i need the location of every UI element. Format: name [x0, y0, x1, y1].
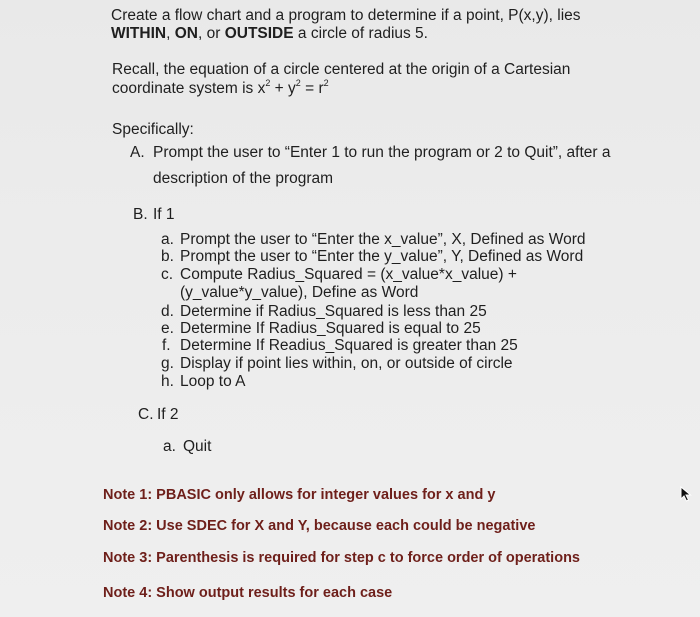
sub-step-text: Prompt the user to “Enter the y_value”, Y, Defined as Word [180, 248, 584, 265]
sub-step-text: Determine if Radius_Squared is less than 25 [180, 303, 487, 320]
sub-step-text: Loop to A [180, 373, 246, 390]
recall-line-2 [112, 77, 329, 98]
sub-step-continuation: (y_value*y_value), Define as Word [180, 284, 419, 301]
mouse-pointer-icon [680, 486, 694, 502]
sub-step-marker: f. [162, 337, 171, 354]
step-c-marker: C. [138, 406, 154, 423]
intro-line-1: Create a flow chart and a program to determine if a point, P(x,y), lies [111, 7, 581, 24]
note-2: Note 2: Use SDEC for X and Y, because each could be negative [103, 518, 536, 534]
note-4: Note 4: Show output results for each case [103, 585, 393, 601]
sub-step-marker: d. [161, 303, 174, 320]
sub-step-marker: c. [161, 266, 174, 283]
recall-line-1: Recall, the equation of a circle centered at the origin of a Cartesian [112, 61, 571, 78]
sub-step-text: Display if point lies within, on, or outside of circle [180, 355, 513, 372]
sub-step-marker: a. [161, 231, 174, 248]
sub-step-text: Prompt the user to “Enter the x_value”, X, Defined as Word [180, 231, 586, 248]
sub-step-text: Quit [183, 438, 212, 455]
sub-step-marker: h. [161, 373, 174, 390]
step-a-line-1: Prompt the user to “Enter 1 to run the program or 2 to Quit”, after a [153, 144, 611, 161]
exponent: 2 [265, 77, 271, 88]
sub-step-marker: e. [161, 320, 174, 337]
sub-step-marker: g. [161, 355, 174, 372]
step-a-line-2: description of the program [153, 170, 334, 187]
sub-step-text: Compute Radius_Squared = (x_value*x_value) + [180, 266, 517, 283]
recall-equation-part: + y [270, 80, 296, 97]
recall-equation-part: = r [300, 80, 324, 97]
intro-sep-1: , [166, 25, 175, 42]
exponent: 2 [323, 77, 329, 88]
intro-sep-2: , or [197, 25, 225, 42]
exponent: 2 [295, 77, 301, 88]
on-keyword: ON [174, 25, 198, 42]
note-3: Note 3: Parenthesis is required for step c to force order of operations [103, 550, 580, 566]
sub-step-text: Determine If Radius_Squared is equal to 25 [180, 320, 481, 337]
step-b-label: If 1 [153, 206, 175, 223]
sub-step-text: Determine If Readius_Squared is greater than 25 [180, 337, 518, 354]
step-c-label: If 2 [157, 406, 179, 423]
specifically-heading: Specifically: [112, 121, 194, 138]
sub-step-marker: a. [163, 438, 176, 455]
outside-keyword: OUTSIDE [224, 25, 294, 42]
recall-equation-prefix: coordinate system is x [112, 80, 266, 97]
intro-tail: a circle of radius 5. [293, 25, 428, 42]
step-b-marker: B. [133, 206, 148, 223]
intro-line-2 [111, 25, 428, 43]
step-a-marker: A. [130, 144, 145, 161]
within-keyword: WITHIN [111, 25, 167, 42]
sub-step-marker: b. [161, 248, 174, 265]
note-1: Note 1: PBASIC only allows for integer values for x and y [103, 487, 496, 503]
